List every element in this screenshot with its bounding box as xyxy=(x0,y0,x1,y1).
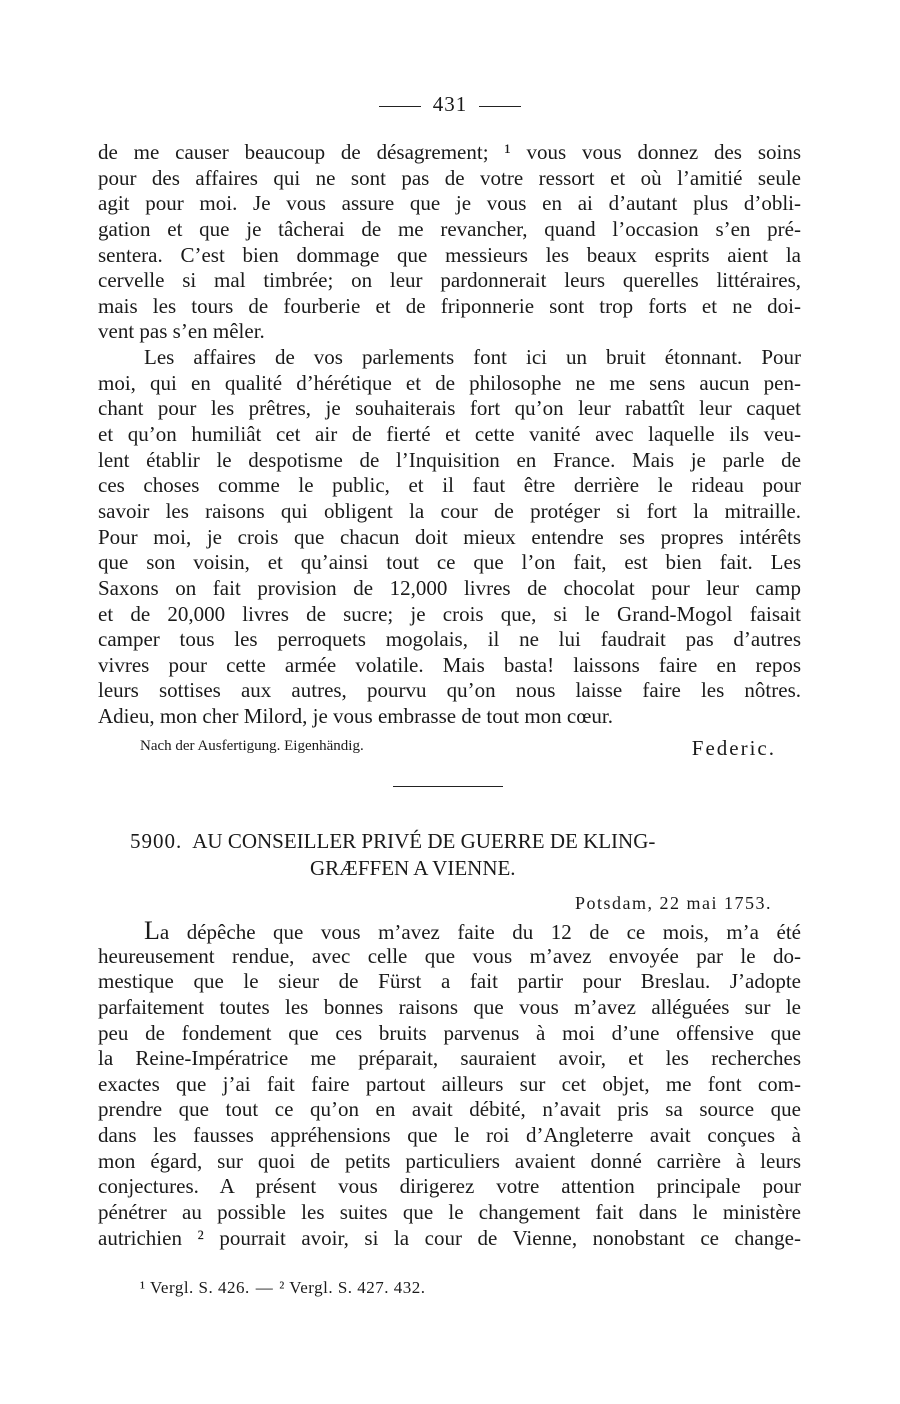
dateline: Potsdam, 22 mai 1753. xyxy=(575,893,772,913)
text-line: lent établir le despotisme de l’Inquisition en France. Mais je parle de xyxy=(98,447,801,472)
text-line: de me causer beaucoup de désagrement; ¹ vous vous donnez des soins xyxy=(98,140,801,164)
text-line: Adieu, mon cher Milord, je vous embrasse de tout mon cœur. xyxy=(98,704,613,729)
footnote-separator: — xyxy=(255,1278,274,1297)
text-line: vivres pour cette armée volatile. Mais basta! laissons faire en repos xyxy=(98,652,801,677)
text-line: parfaitement toutes les bonnes raisons que vous m’avez alléguées sur le xyxy=(98,994,801,1019)
text-line: autrichien ² pourrait avoir, si la cour de Vienne, nonobstant ce change- xyxy=(98,1225,801,1250)
text-line: agit pour moi. Je vous assure que je vous en ai d’autant plus d’obli- xyxy=(98,191,801,216)
text-line: leurs sottises aux autres, pourvu qu’on nous laisse faire les nôtres. xyxy=(98,678,801,703)
text-line: la Reine-Impératrice me préparait, sauraient avoir, et les recherches xyxy=(98,1046,801,1071)
dropcap: L xyxy=(144,916,160,945)
text-line: pénétrer au possible les suites que le changement fait dans le ministère xyxy=(98,1200,801,1225)
text-line: camper tous les perroquets mogolais, il ne lui faudrait pas d’autres xyxy=(98,627,801,652)
letter-body xyxy=(98,918,801,1251)
heading-line-2: GRÆFFEN A VIENNE. xyxy=(310,856,516,880)
text-line: mais les tours de fourberie et de friponnerie sont trop forts et ne doi- xyxy=(98,293,801,318)
text-line: chant pour les prêtres, je souhaiterais fort qu’on leur rabattît leur caquet xyxy=(98,396,801,421)
text-line: moi, qui en qualité d’hérétique et de philosophe ne me sens aucun pen- xyxy=(98,370,801,395)
document-number: 5900. xyxy=(130,829,183,853)
page-header xyxy=(0,92,900,117)
text-line: Pour moi, je crois que chacun doit mieux entendre ses propres intérêts xyxy=(98,524,801,549)
text-line: prendre que tout ce qu’on en avait débité, n’avait pris sa source que xyxy=(98,1097,801,1122)
first-line-text: a dépêche que vous m’avez faite du 12 de ce mois, m’a été xyxy=(159,920,801,944)
text-line: gation et que je tâcherai de me revancher, quand l’occasion s’en pré- xyxy=(98,216,801,241)
text-line: vent pas s’en mêler. xyxy=(98,319,265,344)
letter-closing xyxy=(140,734,780,758)
text-line: mon égard, sur quoi de petits particuliers avaient donné carrière à leurs xyxy=(98,1148,801,1173)
text-line: pour des affaires qui ne sont pas de votre ressort et où l’amitié seule xyxy=(98,165,801,190)
header-dash-right xyxy=(479,106,521,107)
header-dash-left xyxy=(379,106,421,107)
text-line: que son voisin, et qu’ainsi tout ce que l’on fait, est bien fait. Les xyxy=(98,550,801,575)
footnote-1: ¹ Vergl. S. 426. xyxy=(140,1278,250,1297)
text-line: mestique que le sieur de Fürst a fait partir pour Breslau. J’adopte xyxy=(98,969,801,994)
text-line: conjectures. A présent vous dirigerez votre attention principale pour xyxy=(98,1174,801,1199)
first-text-line xyxy=(98,918,801,944)
text-line: Les affaires de vos parlements font ici un bruit étonnant. Pour xyxy=(144,345,801,370)
heading-title-part1: AU CONSEILLER PRIVÉ DE GUERRE DE KLING- xyxy=(192,829,656,853)
text-line: peu de fondement que ces bruits parvenus à moi d’une offensive que xyxy=(98,1020,801,1045)
text-line: cervelle si mal timbrée; on leur pardonnerait leurs querelles littéraires, xyxy=(98,268,801,293)
text-line: exactes que j’ai fait faire partout ailleurs sur cet objet, me font com- xyxy=(98,1071,801,1096)
letter-continuation xyxy=(98,140,801,730)
text-line: ces choses comme le public, et il faut être derrière le rideau pour xyxy=(98,473,801,498)
signature: Federic. xyxy=(691,736,776,760)
source-note: Nach der Ausfertigung. Eigenhändig. xyxy=(140,738,364,754)
text-line: savoir les raisons qui obligent la cour de protéger si fort la mitraille. xyxy=(98,498,801,523)
section-divider xyxy=(393,786,503,787)
text-line: dans les fausses appréhensions que le roi d’Angleterre avait conçues à xyxy=(98,1123,801,1148)
text-line: heureusement rendue, avec celle que vous m’avez envoyée par le do- xyxy=(98,943,801,968)
text-line: Saxons on fait provision de 12,000 livres de chocolat pour leur camp xyxy=(98,575,801,600)
document-heading xyxy=(130,828,770,882)
text-line: et de 20,000 livres de sucre; je crois que, si le Grand-Mogol faisait xyxy=(98,601,801,626)
heading-line-1 xyxy=(130,828,770,855)
footnotes xyxy=(140,1276,426,1300)
page-number: 431 xyxy=(432,92,468,116)
text-line: et qu’on humiliât cet air de fierté et cette vanité avec laquelle ils veu- xyxy=(98,422,801,447)
footnote-2: ² Vergl. S. 427. 432. xyxy=(279,1278,426,1297)
text-line: sentera. C’est bien dommage que messieurs les beaux esprits aient la xyxy=(98,242,801,267)
